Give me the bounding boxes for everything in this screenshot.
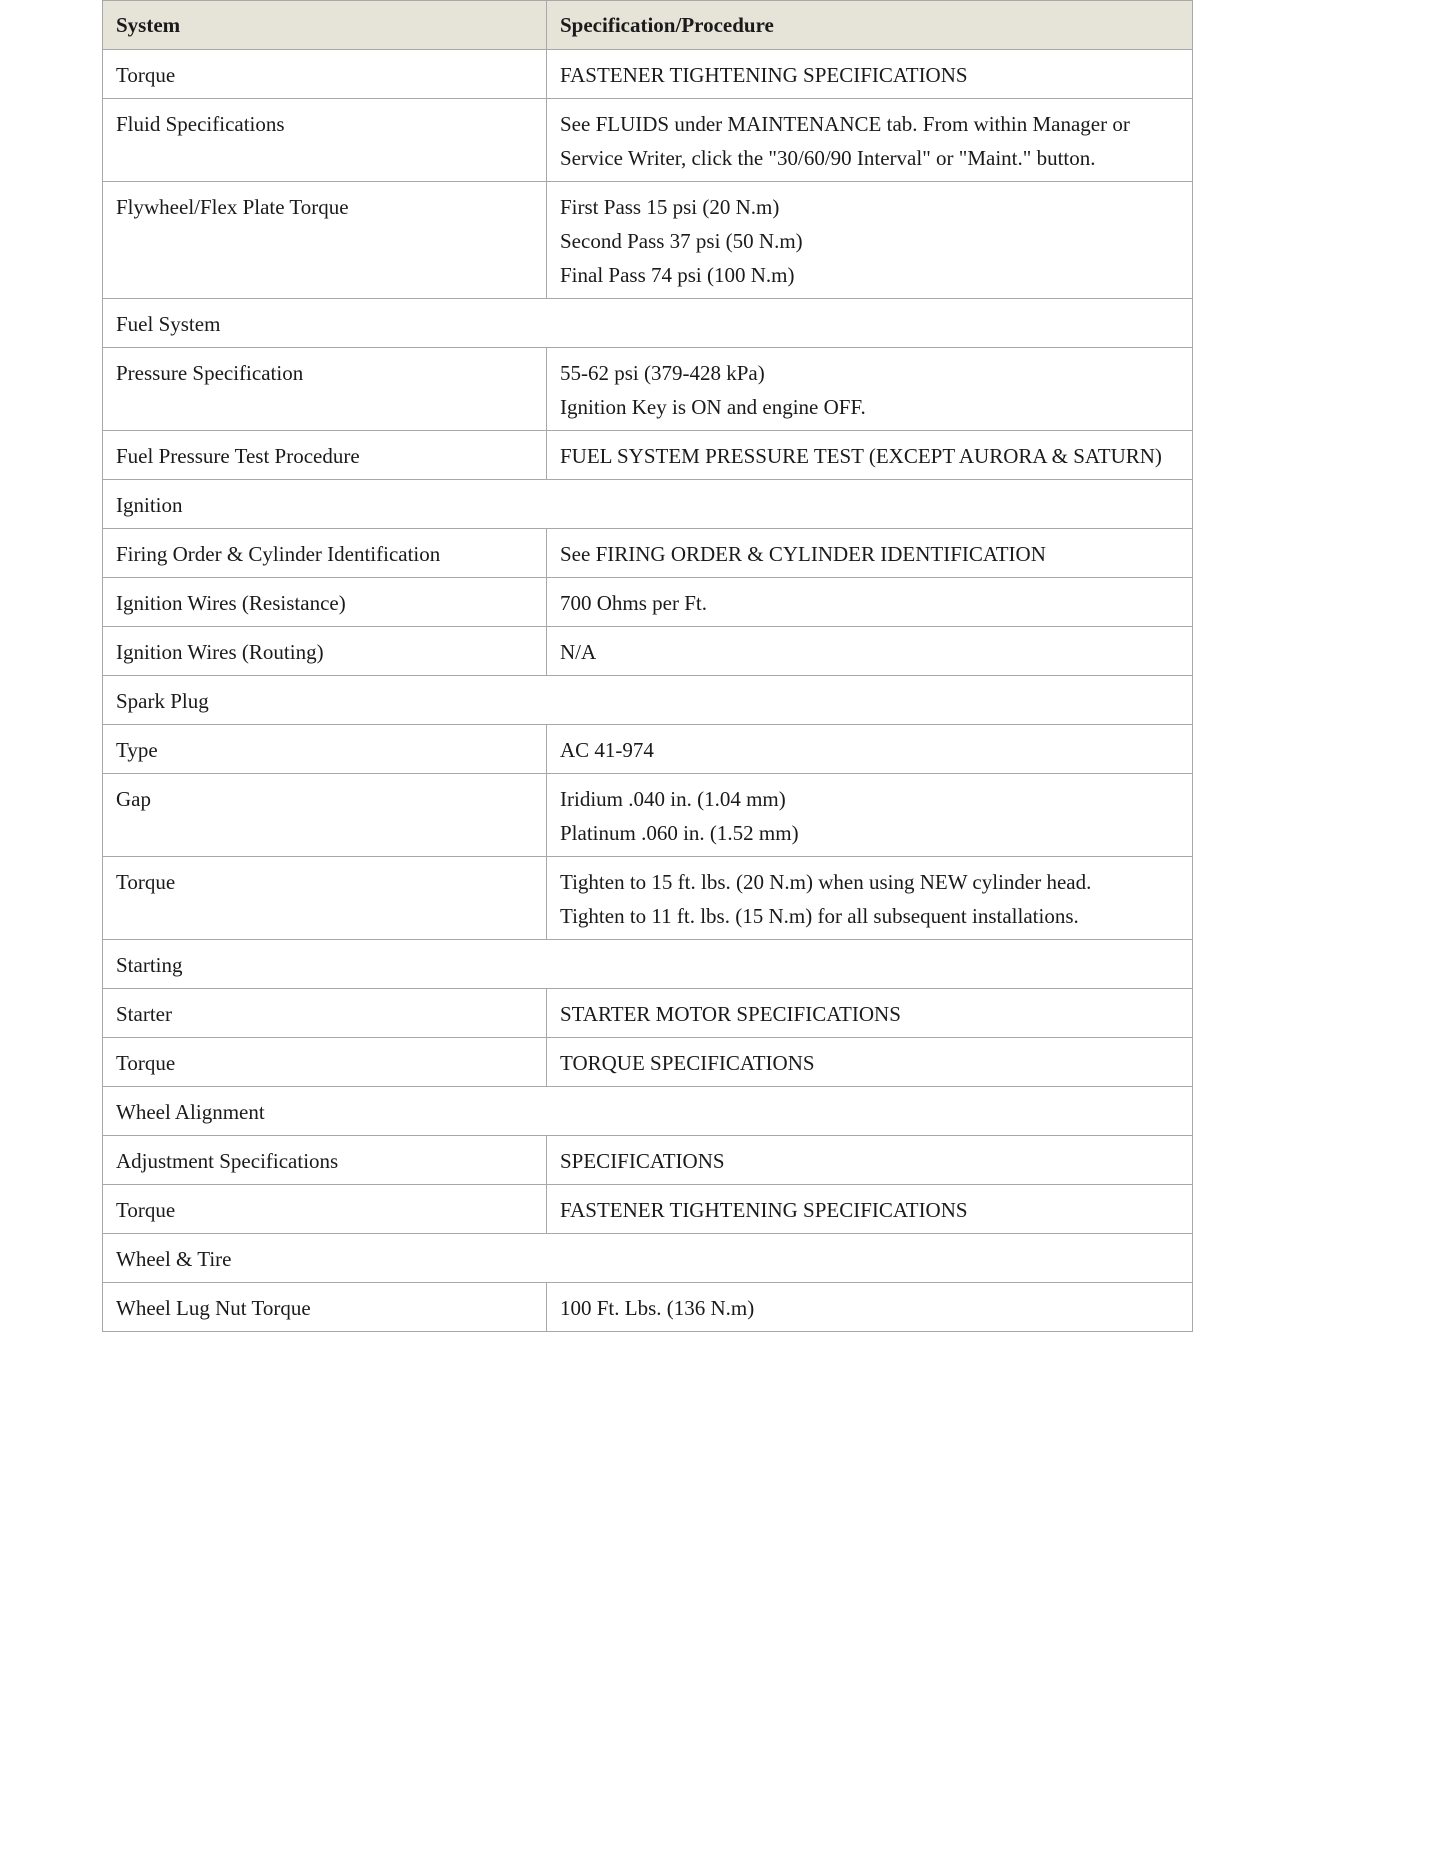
value-line: 700 Ohms per Ft.	[560, 591, 707, 615]
row-value	[547, 182, 1193, 299]
value-line: Tighten to 15 ft. lbs. (20 N.m) when using NEW cylinder head.	[560, 870, 1092, 894]
row-label: Fuel Pressure Test Procedure	[103, 431, 547, 480]
row-value	[547, 1136, 1193, 1185]
value-line: See FLUIDS under MAINTENANCE tab. From within Manager or Service Writer, click the "30/60/90 Interval" or "Maint." button.	[560, 112, 1130, 170]
table-row	[103, 725, 1193, 774]
section-row	[103, 940, 1193, 989]
row-value	[547, 50, 1193, 99]
value-line: 55-62 psi (379-428 kPa)	[560, 361, 765, 385]
specification-table	[102, 0, 1193, 1332]
value-line: Tighten to 11 ft. lbs. (15 N.m) for all subsequent installations.	[560, 904, 1079, 928]
value-line: SPECIFICATIONS	[560, 1149, 725, 1173]
table-row	[103, 99, 1193, 182]
row-value	[547, 627, 1193, 676]
table-row	[103, 774, 1193, 857]
table-row	[103, 1136, 1193, 1185]
header-specification-procedure: Specification/Procedure	[547, 1, 1193, 50]
row-label: Torque	[103, 1185, 547, 1234]
value-line: N/A	[560, 640, 597, 664]
value-line: Iridium .040 in. (1.04 mm)	[560, 787, 786, 811]
value-line: TORQUE SPECIFICATIONS	[560, 1051, 815, 1075]
section-heading-ignition: Ignition	[103, 480, 1193, 529]
value-line: FASTENER TIGHTENING SPECIFICATIONS	[560, 63, 968, 87]
table-header-row	[103, 1, 1193, 50]
section-row	[103, 676, 1193, 725]
row-label: Fluid Specifications	[103, 99, 547, 182]
section-heading-wheel-and-tire: Wheel & Tire	[103, 1234, 1193, 1283]
table-row	[103, 857, 1193, 940]
row-value	[547, 529, 1193, 578]
row-value	[547, 1038, 1193, 1087]
row-label: Wheel Lug Nut Torque	[103, 1283, 547, 1332]
value-line: AC 41-974	[560, 738, 654, 762]
value-line: 100 Ft. Lbs. (136 N.m)	[560, 1296, 755, 1320]
row-label: Adjustment Specifications	[103, 1136, 547, 1185]
section-heading-spark-plug: Spark Plug	[103, 676, 1193, 725]
row-label: Type	[103, 725, 547, 774]
section-heading-starting: Starting	[103, 940, 1193, 989]
row-value	[547, 1185, 1193, 1234]
value-line: First Pass 15 psi (20 N.m)	[560, 195, 780, 219]
section-row	[103, 1234, 1193, 1283]
row-label: Pressure Specification	[103, 348, 547, 431]
table-row	[103, 431, 1193, 480]
row-value	[547, 857, 1193, 940]
row-label: Gap	[103, 774, 547, 857]
row-value	[547, 99, 1193, 182]
value-line: Final Pass 74 psi (100 N.m)	[560, 263, 795, 287]
table-row	[103, 1038, 1193, 1087]
row-value	[547, 431, 1193, 480]
value-line: STARTER MOTOR SPECIFICATIONS	[560, 1002, 901, 1026]
row-value	[547, 578, 1193, 627]
row-label: Flywheel/Flex Plate Torque	[103, 182, 547, 299]
table-row	[103, 1185, 1193, 1234]
row-value	[547, 774, 1193, 857]
table-row	[103, 1283, 1193, 1332]
row-label: Torque	[103, 857, 547, 940]
table-row	[103, 627, 1193, 676]
section-row	[103, 299, 1193, 348]
table-row	[103, 182, 1193, 299]
value-line: Ignition Key is ON and engine OFF.	[560, 395, 866, 419]
value-line: FASTENER TIGHTENING SPECIFICATIONS	[560, 1198, 968, 1222]
row-label: Firing Order & Cylinder Identification	[103, 529, 547, 578]
value-line: See FIRING ORDER & CYLINDER IDENTIFICATION	[560, 542, 1046, 566]
row-value	[547, 989, 1193, 1038]
value-line: Platinum .060 in. (1.52 mm)	[560, 821, 799, 845]
table-row	[103, 348, 1193, 431]
row-label: Ignition Wires (Routing)	[103, 627, 547, 676]
value-line: Second Pass 37 psi (50 N.m)	[560, 229, 803, 253]
row-label: Starter	[103, 989, 547, 1038]
value-line: FUEL SYSTEM PRESSURE TEST (EXCEPT AURORA & SATURN)	[560, 444, 1162, 468]
section-heading-fuel-system: Fuel System	[103, 299, 1193, 348]
table-row	[103, 989, 1193, 1038]
header-system: System	[103, 1, 547, 50]
section-heading-wheel-alignment: Wheel Alignment	[103, 1087, 1193, 1136]
section-row	[103, 1087, 1193, 1136]
row-value	[547, 725, 1193, 774]
row-label: Torque	[103, 1038, 547, 1087]
section-row	[103, 480, 1193, 529]
row-label: Torque	[103, 50, 547, 99]
table-row	[103, 529, 1193, 578]
table-row	[103, 50, 1193, 99]
row-value	[547, 1283, 1193, 1332]
row-value	[547, 348, 1193, 431]
table-row	[103, 578, 1193, 627]
row-label: Ignition Wires (Resistance)	[103, 578, 547, 627]
